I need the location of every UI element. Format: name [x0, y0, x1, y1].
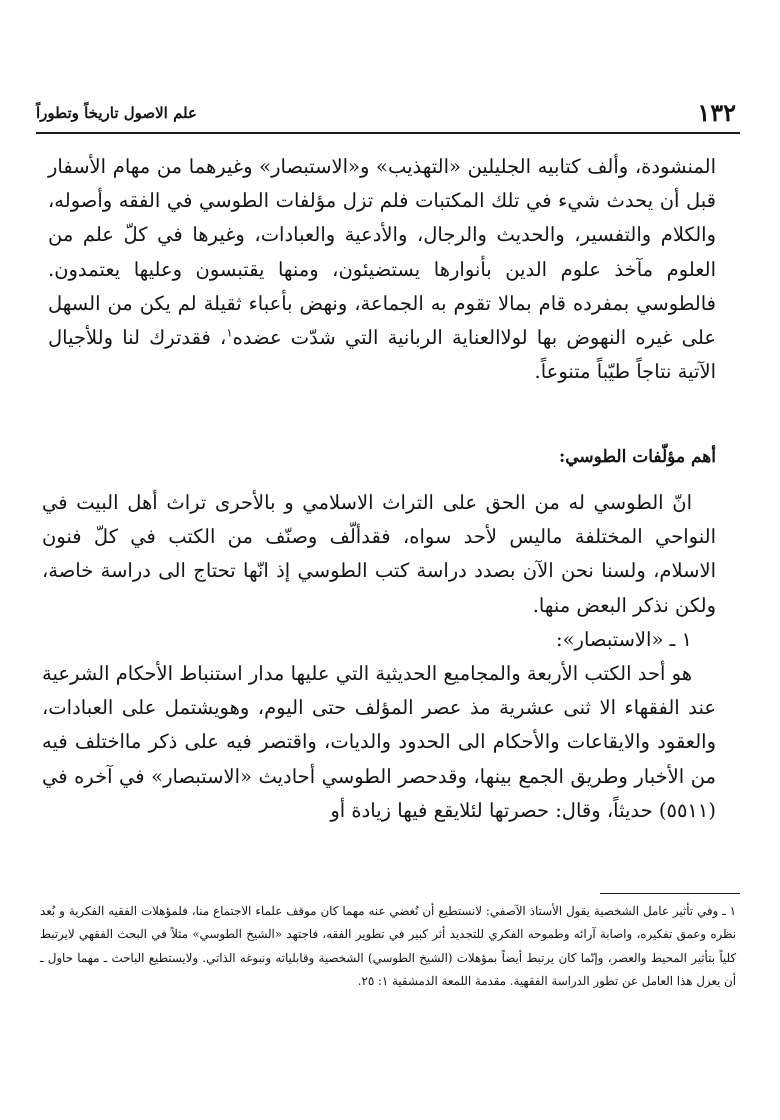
opening-paragraph-block — [48, 150, 716, 389]
footnote-rule — [600, 893, 740, 894]
footnote-reference[interactable]: ١ — [226, 325, 233, 340]
footnote-1: ١ ـ وفي تأثير عامل الشخصية يقول الأستاذ الآصفي: لانستطيع أن نُغضي عنه مهما كان موقف علماء الاجتماع منا، فلمؤهلات الفقيه الفكرية و بُعد نظره وعمق تفكيره، واصابة آرائه وطموحه الفكري للتجديد أثر كبير في تطوير الفقه، فاجتهد «الشيخ الطوسي» مثلاً في البحث الفقهي لايرتبط كلياً بتأثير المحيط والعصر، وإنّما كان يرتبط أيضاً بمؤهلات (الشيخ الطوسي) الشخصية وقابلياته ونبوغه الذاتي. ولايستطيع الباحث ـ مهما حاول ـ أن يعزل هذا العامل عن تطور الدراسة الفقهية. مقدمة اللمعة الدمشقية ١: ٢٥. — [40, 904, 736, 989]
footnotes — [40, 900, 736, 994]
opening-paragraph-text: المنشودة، وألف كتابيه الجليلين «التهذيب» و«الاستبصار» وغيرهما من مهام الأسفار قبل أن يحدث شيء في تلك المكتبات فلم تزل مؤلفات الطوسي في الفقه وأصوله، والكلام والتفسير، والحديث والرجال، والأدعية والعبادات، وغيرها في كلّ علم من العلوم مآخذ علوم الدين بأنوارها يستضيئون، ومنها يقتبسون وعليها يعتمدون. فالطوسي بمفرده قام بمالا تقوم به الجماعة، ونهض بأعباء ثقيلة لم يكن من السهل على غيره النهوض بها لولاالعناية الربانية التي شدّت عضده — [48, 155, 716, 350]
opening-paragraph-end: ، فقدترك لنا وللأجيال الآتية نتاجاً طيّباً متنوعاً. — [48, 326, 716, 384]
section-heading: أهم مؤلّفات الطوسي: — [558, 447, 716, 467]
works-intro-paragraph: انّ الطوسي له من الحق على التراث الاسلامي و بالأحرى تراث أهل البيت في النواحي المختلفة ماليس لأحد سواه، فقدألّف وصنّف من الكتب في كلّ فنون الاسلام، ولسنا نحن الآن بصدد دراسة كتب الطوسي إذ انّها تحتاج الى دراسة خاصة، ولكن نذكر البعض منها. — [42, 491, 716, 617]
header-rule — [36, 132, 740, 134]
running-title: علم الاصول تاريخاً وتطوراً — [36, 104, 197, 122]
page-number: ١٣٢ — [697, 98, 736, 127]
works-section — [42, 486, 716, 828]
item-text-istibsar: هو أحد الكتب الأربعة والمجاميع الحديثية التي عليها مدار استنباط الأحكام الشرعية عند الفقهاء الا ثنى عشرية مذ عصر المؤلف حتى اليوم، وهويشتمل على العبادات، والعقود والايقاعات والأحكام الى الحدود والديات، واقتصر فيه على ذكر مااختلف فيه من الأخبار وطريق الجمع بينها، وقدحصر الطوسي أحاديث «الاستبصار» في آخره في (٥٥١١) حديثاً، وقال: حصرتها لئلايقع فيها زيادة أو — [42, 662, 716, 822]
opening-paragraph — [48, 150, 716, 389]
item-label-istibsar: ١ ـ «الاستبصار»: — [556, 627, 692, 651]
